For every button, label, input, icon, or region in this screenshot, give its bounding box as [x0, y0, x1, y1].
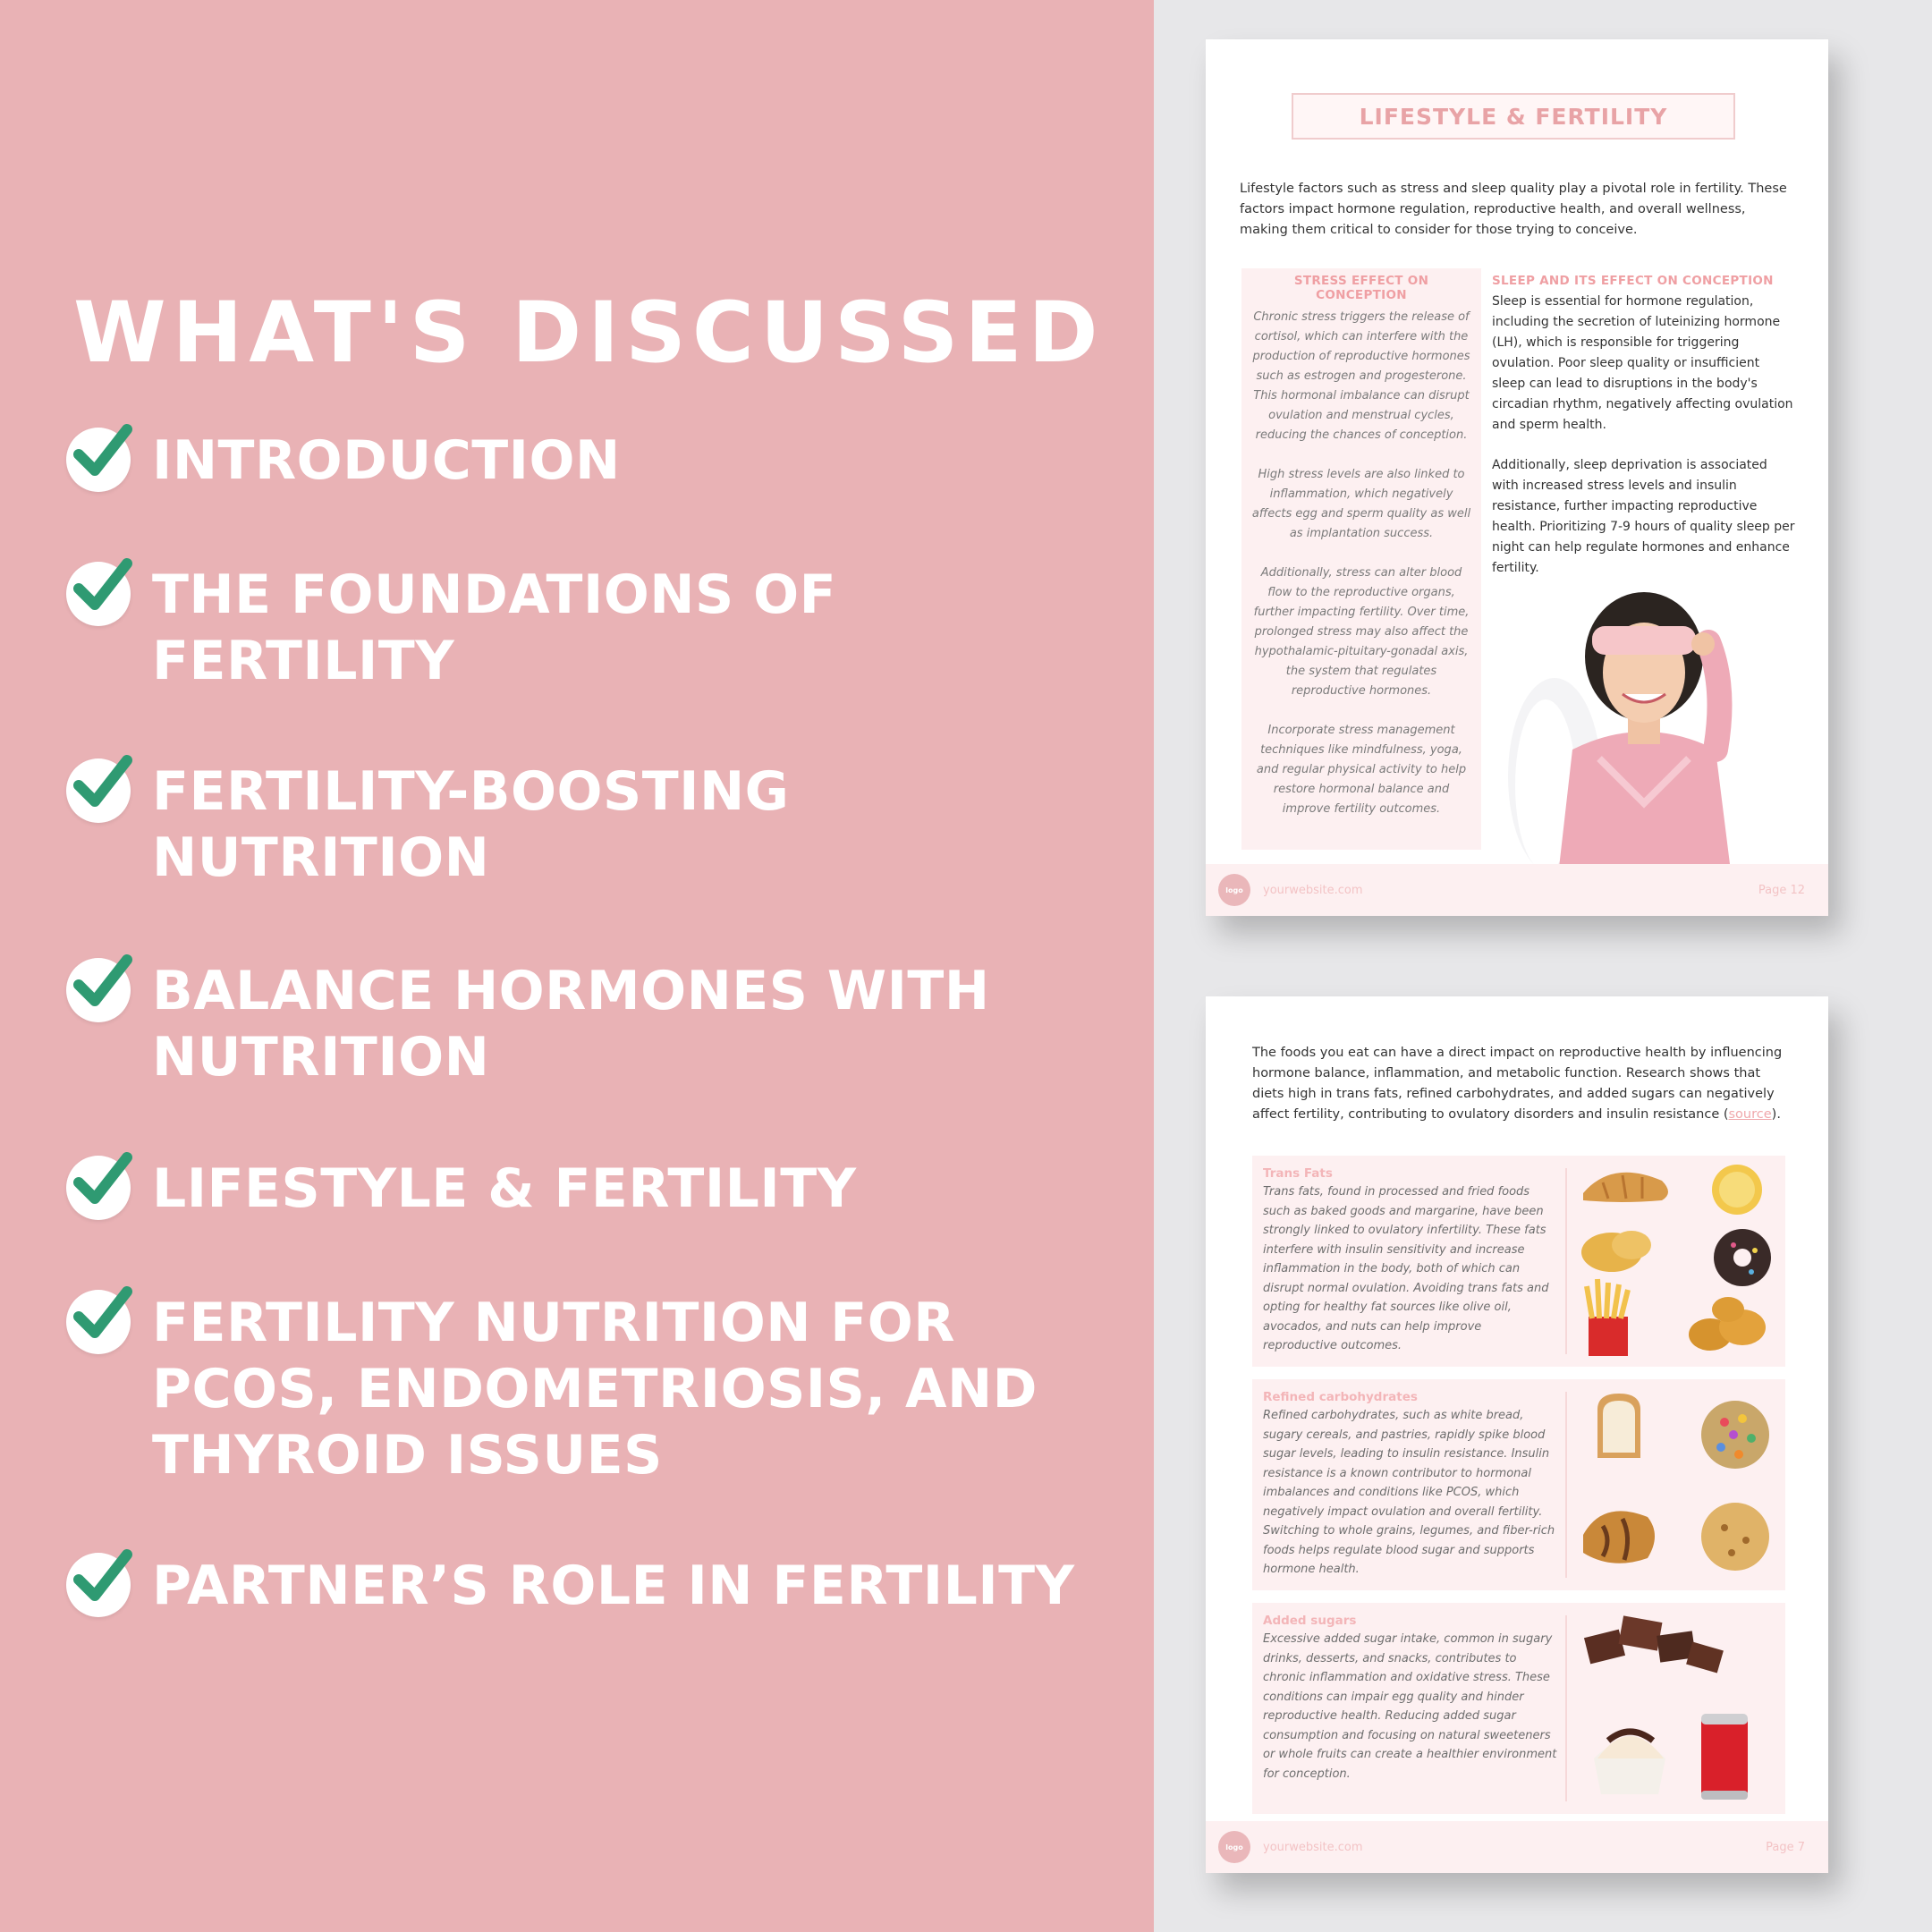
check-icon [66, 562, 131, 626]
check-icon [66, 1553, 131, 1617]
sleep-column [1492, 268, 1796, 598]
food-heading: Refined carbohydrates [1263, 1390, 1418, 1404]
sleep-paragraph: Additionally, sleep deprivation is associated with increased stress levels and insulin resistance, further impacting reproductive health. Prioritizing 7-9 hours of quality sleep per night can help regulate hormones and enhance fertility. [1492, 458, 1795, 575]
topic-item [66, 758, 1118, 891]
food-description: Trans fats, found in processed and fried foods such as baked goods and margarine, have been strongly linked to ovulatory infertility. These fats interfere with insulin sensitivity and increase inflammation in the body, both of which can disrupt normal ovulation. Avoiding trans fats and opting for healthy fat sources like olive oil, avocados, and nuts can help improve reproductive outcomes. [1263, 1185, 1549, 1352]
document-page-lifestyle [1206, 39, 1828, 916]
topic-label: FERTILITY NUTRITION FOR PCOS, ENDOMETRIOSIS, AND THYROID ISSUES [152, 1292, 1038, 1487]
topic-item [66, 958, 1118, 1090]
topic-item [66, 562, 1118, 694]
stress-paragraph: Additionally, stress can alter blood flow to the reproductive organs, further impacting fertility. Over time, prolonged stress may also affect the hypothalamic-pituitary-gonadal axis, the system that regulates reproductive hormones. [1253, 566, 1470, 698]
headline: WHAT'S DISCUSSED [73, 284, 1105, 382]
check-icon [66, 958, 131, 1022]
topic-label: INTRODUCTION [152, 429, 621, 492]
page-footer [1206, 1821, 1828, 1873]
topic-label: THE FOUNDATIONS OF FERTILITY [152, 564, 837, 692]
footer-page-number: Page 12 [1758, 883, 1805, 897]
footer-website: yourwebsite.com [1263, 883, 1363, 897]
document-page-foods [1206, 996, 1828, 1873]
refined-carbs-image [1576, 1383, 1778, 1587]
woman-with-sleep-mask-image [1492, 580, 1796, 907]
stress-paragraph: Chronic stress triggers the release of cortisol, which can interfere with the production of reproductive hormones such as estrogen and progesterone. This hormonal imbalance can disrupt ovulation and menstrual cycles, reducing the chances of conception. [1252, 310, 1470, 442]
check-icon [66, 1156, 131, 1220]
stress-paragraph: Incorporate stress management techniques like mindfulness, yoga, and regular physical activity to help restore hormonal balance and improve fertility outcomes. [1256, 724, 1467, 816]
page-title: LIFESTYLE & FERTILITY [1292, 93, 1735, 140]
topic-item [66, 1553, 1118, 1619]
page-intro: Lifestyle factors such as stress and sleep quality play a pivotal role in fertility. These factors impact hormone regulation, reproductive health, and overall wellness, making them critical to consider for those trying to conceive. [1240, 182, 1787, 237]
check-icon [66, 758, 131, 823]
topic-label: LIFESTYLE & FERTILITY [152, 1157, 857, 1220]
food-heading: Trans Fats [1263, 1166, 1333, 1181]
topic-item [66, 1290, 1118, 1488]
check-icon [66, 1290, 131, 1354]
topic-label: BALANCE HORMONES WITH NUTRITION [152, 960, 990, 1089]
intro-end: ). [1771, 1107, 1781, 1122]
intro-text: The foods you eat can have a direct impact on reproductive health by influencing hormone balance, inflammation, and metabolic function. Research shows that diets high in trans fats, refined carbohydrates, and added sugars can negatively affect fertility, contributing to ovulatory disorders and insulin resistance ( [1252, 1046, 1783, 1122]
food-section-refined-carbohydrates [1252, 1379, 1785, 1590]
food-section-trans-fats [1252, 1156, 1785, 1367]
footer-logo: logo [1218, 1831, 1250, 1863]
page-footer [1206, 864, 1828, 916]
fried-foods-image [1576, 1159, 1778, 1363]
check-icon [66, 428, 131, 492]
food-text [1263, 1614, 1558, 1784]
food-text [1263, 1166, 1558, 1356]
food-description: Excessive added sugar intake, common in sugary drinks, desserts, and snacks, contributes to chronic inflammation and oxidative stress. These conditions can impair egg quality and hinder reproductive health. Reducing added sugar consumption and focusing on natural sweeteners or whole fruits can create a healthier environment for conception. [1263, 1632, 1557, 1781]
source-link[interactable]: source [1728, 1107, 1772, 1122]
footer-website: yourwebsite.com [1263, 1840, 1363, 1854]
divider [1565, 1168, 1567, 1354]
sleep-heading: SLEEP AND ITS EFFECT ON CONCEPTION [1492, 274, 1774, 288]
divider [1565, 1392, 1567, 1578]
food-section-added-sugars [1252, 1603, 1785, 1814]
footer-logo: logo [1218, 874, 1250, 906]
topic-label: FERTILITY-BOOSTING NUTRITION [152, 760, 790, 889]
stress-column [1241, 268, 1481, 850]
sugary-foods-image [1576, 1606, 1778, 1810]
stress-paragraph: High stress levels are also linked to inflammation, which negatively affects egg and sperm quality as well as implantation success. [1251, 468, 1471, 540]
sleep-paragraph: Sleep is essential for hormone regulation, including the secretion of luteinizing hormone (LH), which is responsible for triggering ovulation. Poor sleep quality or insufficient sleep can lead to disruptions in the body's circadian rhythm, negatively affecting ovulation and sperm health. [1492, 294, 1793, 432]
food-description: Refined carbohydrates, such as white bread, sugary cereals, and pastries, rapidly spike blood sugar levels, leading to insulin resistance. Insulin resistance is a known contributor to hormonal imbalances and conditions like PCOS, which negatively impact ovulation and overall fertility. Switching to whole grains, legumes, and fiber-rich foods helps regulate blood sugar and supports hormone health. [1263, 1409, 1555, 1576]
topic-label: PARTNER’S ROLE IN FERTILITY [152, 1555, 1075, 1617]
stress-heading: STRESS EFFECT ON CONCEPTION [1293, 274, 1429, 302]
topic-item [66, 1156, 1118, 1222]
divider [1565, 1615, 1567, 1801]
footer-page-number: Page 7 [1766, 1840, 1805, 1854]
food-heading: Added sugars [1263, 1614, 1357, 1628]
food-text [1263, 1390, 1558, 1580]
page-intro [1252, 1043, 1789, 1125]
topic-item [66, 428, 1118, 494]
